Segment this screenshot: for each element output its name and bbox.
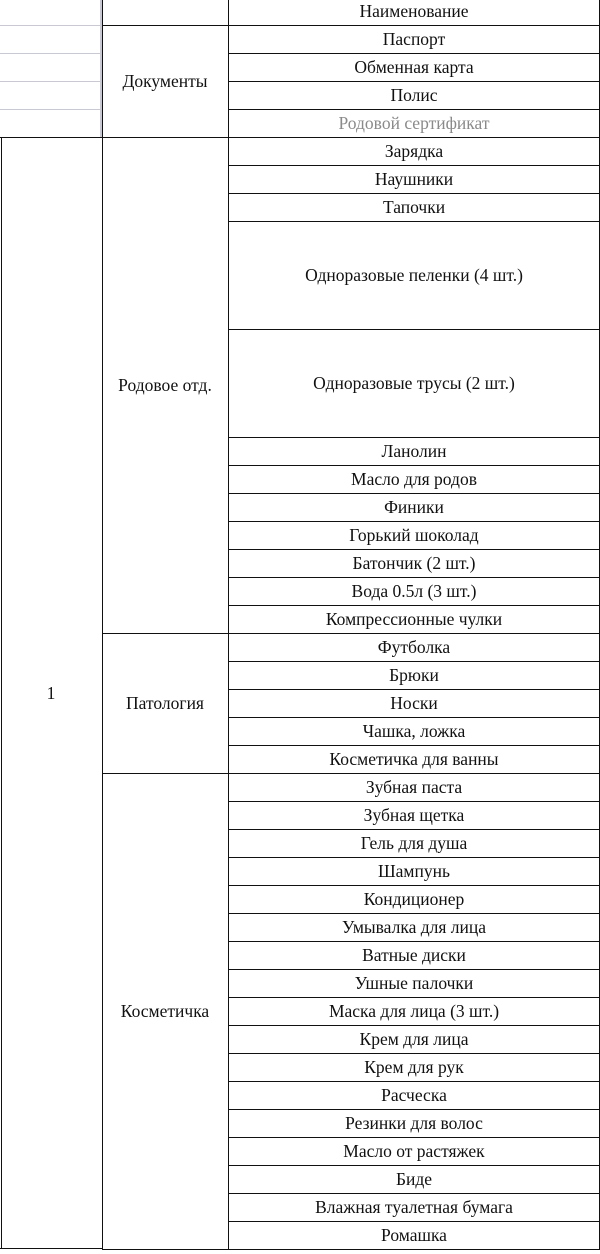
section-name: Родовое отд.	[118, 374, 212, 395]
item-name: Биде	[395, 1168, 433, 1189]
item-name: Расческа	[381, 1084, 447, 1105]
item-name: Ватные диски	[362, 944, 466, 965]
item-name: Компрессионные чулки	[325, 608, 503, 629]
item-name: Батончик (2 шт.)	[352, 552, 476, 573]
item-name: Влажная туалетная бумага	[315, 1196, 513, 1217]
row-divider	[0, 109, 100, 110]
item-name: Умывалка для лица	[341, 916, 487, 937]
item-name: Горький шоколад	[349, 524, 479, 545]
item-name: Ушные палочки	[354, 972, 474, 993]
item-name: Крем для рук	[364, 1056, 464, 1077]
item-name: Зубная паста	[365, 776, 463, 797]
item-name: Футболка	[377, 636, 451, 657]
item-name: Обменная карта	[354, 56, 474, 77]
item-name: Тапочки	[382, 196, 446, 217]
item-name: Брюки	[389, 664, 439, 685]
item-name: Зарядка	[384, 140, 444, 161]
item-name: Одноразовые пеленки (4 шт.)	[305, 264, 523, 285]
row-number: 1	[46, 682, 56, 703]
item-name: Шампунь	[378, 860, 450, 881]
item-name: Маска для лица (3 шт.)	[328, 1000, 500, 1021]
item-name: Крем для лица	[359, 1028, 469, 1049]
row-divider	[0, 25, 100, 26]
section-name: Документы	[122, 70, 208, 91]
column-divider	[100, 0, 102, 137]
item-name: Носки	[390, 692, 438, 713]
column-divider	[102, 0, 103, 1249]
item-name: Паспорт	[382, 28, 446, 49]
item-name: Ромашка	[381, 1224, 447, 1245]
item-name: Масло от растяжек	[343, 1140, 485, 1161]
column-header-name: Наименование	[359, 0, 469, 21]
row-divider	[228, 1249, 600, 1250]
item-name: Кондиционер	[363, 888, 465, 909]
item-name: Финики	[384, 496, 444, 517]
column-divider	[228, 0, 229, 1249]
item-name: Ланолин	[381, 440, 447, 461]
row-divider	[102, 1249, 228, 1250]
row-divider	[0, 53, 100, 54]
item-name: Вода 0.5л (3 шт.)	[351, 580, 477, 601]
section-name: Косметичка	[120, 1000, 210, 1021]
item-name: Косметичка для ванны	[329, 748, 499, 769]
item-name-muted: Родовой сертификат	[338, 112, 490, 133]
item-name: Резинки для волос	[345, 1112, 483, 1133]
item-name: Гель для душа	[360, 832, 468, 853]
item-name: Одноразовые трусы (2 шт.)	[313, 372, 515, 393]
item-name: Чашка, ложка	[362, 720, 466, 741]
item-name: Зубная щетка	[363, 804, 465, 825]
row-divider	[0, 81, 100, 82]
item-name: Полис	[390, 84, 438, 105]
section-name: Патология	[126, 692, 204, 713]
item-name: Наушники	[374, 168, 454, 189]
item-name: Масло для родов	[351, 468, 477, 489]
